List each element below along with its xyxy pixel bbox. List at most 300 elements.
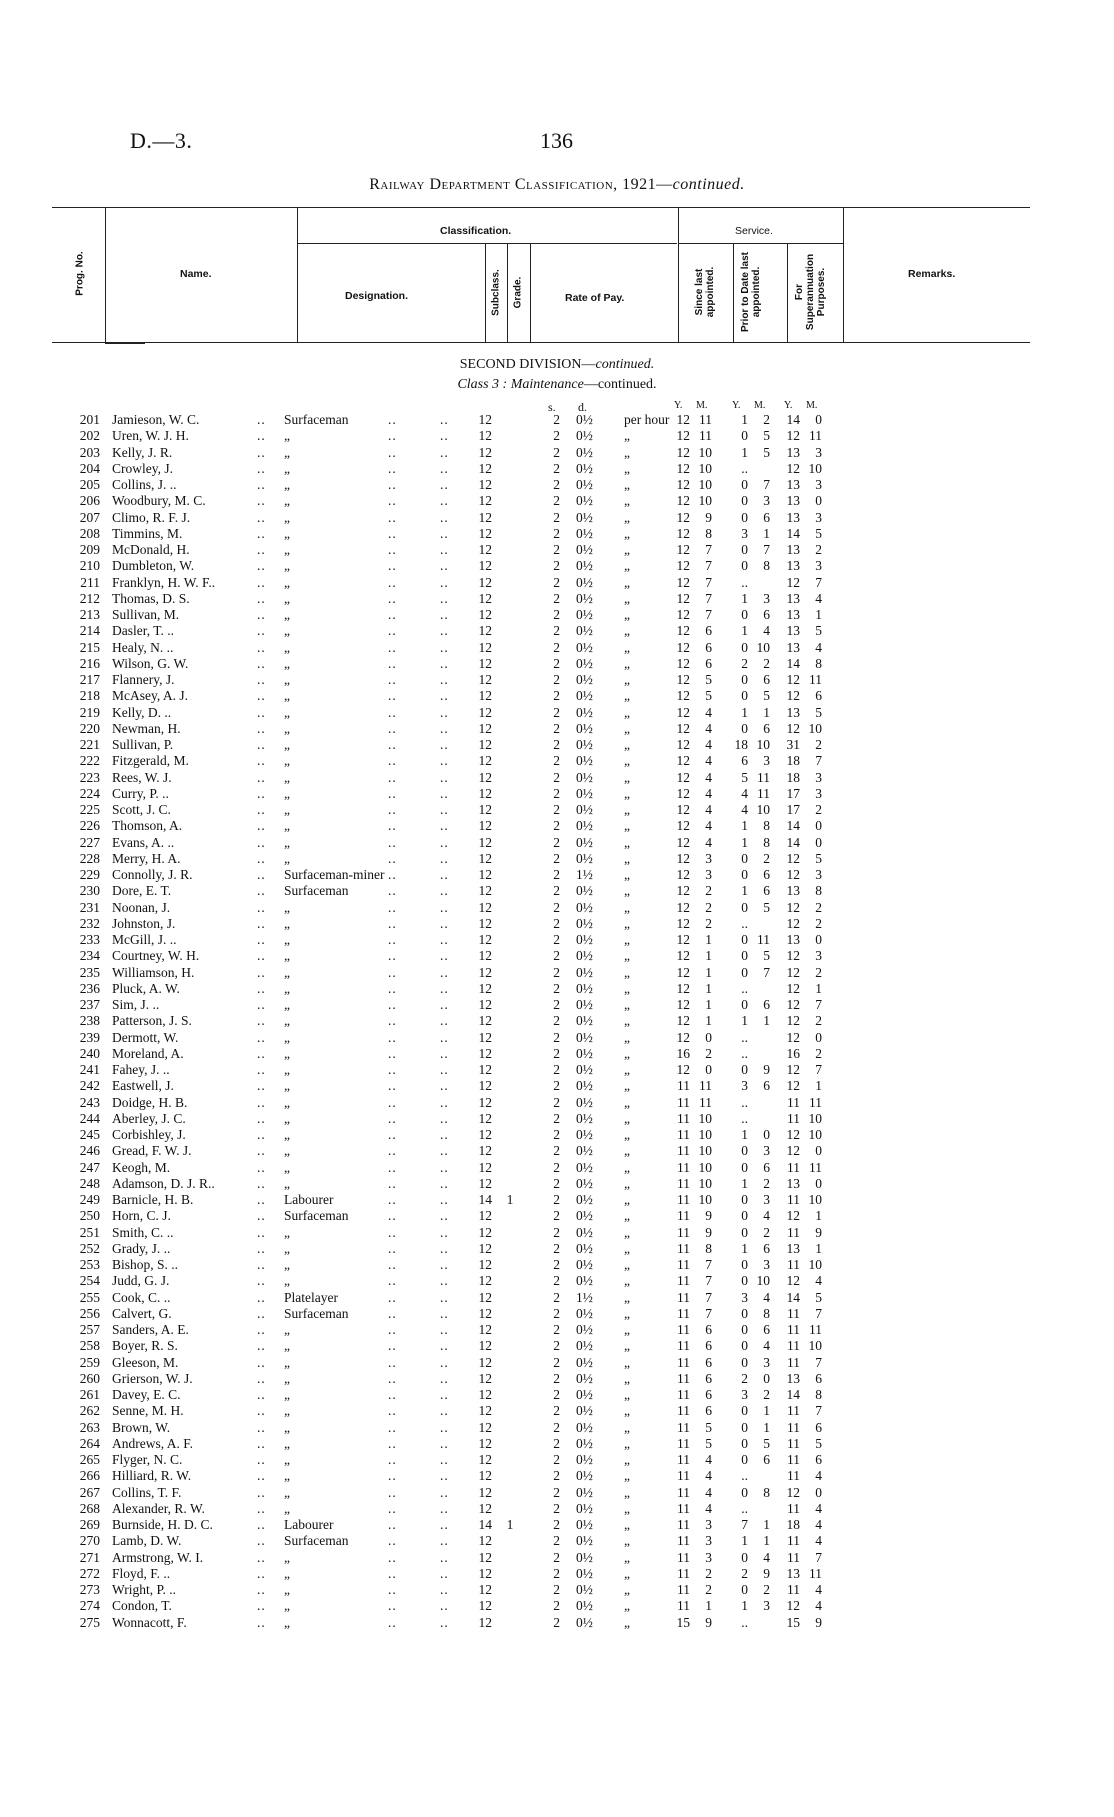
prior-months: 6 (763, 1452, 770, 1467)
pay-shillings: 2 (553, 477, 560, 492)
since-months: 0 (705, 1029, 712, 1045)
subclass: 12 (478, 899, 492, 915)
pay-shillings: 2 (553, 493, 560, 509)
leader-dots: .. (440, 1257, 449, 1272)
table-row (0, 558, 1114, 574)
leader-dots: .. (257, 1289, 266, 1305)
leader-dots: .. (257, 525, 266, 541)
prior-years: 2 (741, 655, 748, 671)
leader-dots: .. (440, 412, 449, 427)
staff-name: Healy, N. .. (112, 639, 174, 655)
pay-period: „ (624, 1533, 630, 1549)
leader-dots: .. (388, 558, 397, 574)
prior-years: 0 (741, 1224, 748, 1240)
prog-no: 252 (79, 1240, 100, 1256)
since-years: 11 (677, 1143, 690, 1159)
prior-months: 2 (763, 1387, 770, 1402)
staff-name: Lamb, D. W. (112, 1533, 182, 1549)
super-months: 0 (815, 1484, 822, 1500)
since-months: 6 (705, 1403, 712, 1419)
prior-months: 2 (763, 1224, 770, 1240)
subclass: 12 (478, 753, 492, 769)
leader-dots: .. (440, 1273, 449, 1289)
super-years: 12 (786, 964, 800, 980)
leader-dots: .. (388, 1257, 397, 1272)
subclass: 12 (478, 980, 492, 996)
leader-dots: .. (257, 915, 266, 931)
table-row (0, 1127, 1114, 1143)
prior-months: 3 (763, 1192, 770, 1207)
subclass: 12 (478, 883, 492, 899)
since-months: 4 (705, 769, 712, 785)
table-row (0, 1355, 1114, 1371)
designation: „ (284, 1419, 290, 1435)
leader-dots: .. (257, 704, 266, 720)
prior-years: 0 (741, 1273, 748, 1289)
leader-dots: .. (440, 1208, 449, 1224)
leader-dots: .. (440, 1387, 449, 1402)
super-years: 18 (786, 769, 800, 785)
prior-months: 6 (763, 1322, 770, 1337)
table-row (0, 1452, 1114, 1468)
pay-period: „ (624, 590, 630, 606)
pay-shillings: 2 (553, 834, 560, 850)
prog-no: 258 (79, 1338, 100, 1354)
leader-dots: .. (440, 1127, 449, 1142)
since-months: 10 (698, 1110, 712, 1126)
super-years: 11 (787, 1419, 800, 1435)
prior-months: 3 (763, 1257, 770, 1272)
table-row (0, 1533, 1114, 1549)
prog-no: 210 (79, 558, 100, 574)
super-months: 4 (815, 590, 822, 606)
since-months: 1 (705, 932, 712, 947)
table-row (0, 1550, 1114, 1566)
pay-pence: 0½ (576, 1110, 593, 1126)
unit-months-super: M. (806, 400, 818, 411)
table-row (0, 1013, 1114, 1029)
since-months: 4 (705, 1484, 712, 1500)
super-years: 13 (786, 590, 800, 606)
pay-period: „ (624, 1224, 630, 1240)
leader-dots: .. (388, 1419, 397, 1435)
subclass: 12 (478, 1273, 492, 1289)
pay-pence: 0½ (576, 1468, 593, 1484)
super-months: 3 (815, 444, 822, 460)
leader-dots: .. (440, 1159, 449, 1175)
leader-dots: .. (257, 1078, 266, 1094)
super-months: 5 (815, 525, 822, 541)
leader-dots: .. (257, 1387, 266, 1402)
leader-dots: .. (440, 460, 449, 476)
pay-shillings: 2 (553, 1273, 560, 1289)
staff-name: Climo, R. F. J. (112, 509, 191, 525)
designation: „ (284, 802, 290, 817)
pay-period: „ (624, 1549, 630, 1565)
subclass: 12 (478, 1289, 492, 1305)
subclass: 12 (478, 1110, 492, 1126)
pay-period: „ (624, 1435, 630, 1451)
leader-dots: .. (440, 1175, 449, 1191)
designation: „ (284, 1468, 290, 1484)
since-months: 3 (705, 1549, 712, 1565)
pay-shillings: 2 (553, 818, 560, 834)
super-months: 0 (815, 932, 822, 947)
prog-no: 257 (79, 1322, 100, 1337)
table-row (0, 965, 1114, 981)
subclass: 12 (478, 964, 492, 980)
super-months: 3 (815, 785, 822, 801)
since-months: 6 (705, 1370, 712, 1386)
pay-period: „ (624, 818, 630, 834)
table-row (0, 1420, 1114, 1436)
since-years: 12 (676, 785, 690, 801)
super-months: 2 (815, 915, 822, 931)
subclass: 12 (478, 493, 492, 509)
section-title (0, 357, 1114, 373)
prior-years: 0 (741, 688, 748, 704)
since-months: 7 (705, 1305, 712, 1321)
pay-period: „ (624, 802, 630, 817)
super-years: 13 (786, 1240, 800, 1256)
leader-dots: .. (388, 899, 397, 915)
table-row (0, 1403, 1114, 1419)
grade: 1 (506, 1517, 514, 1532)
leader-dots: .. (440, 590, 449, 606)
title-main: Railway Department Classification, 1921— (369, 176, 673, 193)
designation: „ (284, 623, 290, 639)
designation: „ (284, 964, 290, 980)
staff-name: Fitzgerald, M. (112, 753, 189, 769)
prog-no: 201 (79, 412, 100, 427)
pay-pence: 0½ (576, 1500, 593, 1516)
staff-name: Jamieson, W. C. (112, 412, 200, 427)
super-months: 10 (808, 1110, 822, 1126)
staff-name: Scott, J. C. (112, 802, 171, 817)
pay-period: „ (624, 1013, 630, 1029)
pay-pence: 0½ (576, 1078, 593, 1094)
super-months: 11 (809, 672, 822, 687)
leader-dots: .. (388, 444, 397, 460)
prog-no: 244 (79, 1110, 100, 1126)
leader-dots: .. (440, 1094, 449, 1110)
super-months: 7 (815, 1305, 822, 1321)
subclass: 12 (478, 525, 492, 541)
super-years: 11 (787, 1500, 800, 1516)
subclass: 12 (478, 1159, 492, 1175)
leader-dots: .. (440, 769, 449, 785)
divider (787, 243, 788, 342)
leader-dots: .. (388, 590, 397, 606)
prior-months: 8 (763, 1484, 770, 1500)
super-years: 12 (786, 460, 800, 476)
prior-years: 0 (741, 899, 748, 915)
since-years: 12 (676, 818, 690, 834)
prior-months: 3 (763, 1143, 770, 1159)
staff-name: Keogh, M. (112, 1159, 171, 1175)
designation: „ (284, 948, 290, 964)
staff-name: Cook, C. .. (112, 1289, 171, 1305)
leader-dots: .. (257, 1257, 266, 1272)
since-years: 11 (677, 1598, 690, 1614)
leader-dots: .. (388, 525, 397, 541)
prog-no: 265 (79, 1452, 100, 1467)
since-years: 11 (677, 1500, 690, 1516)
super-months: 10 (808, 1338, 822, 1354)
since-months: 1 (705, 997, 712, 1012)
pay-pence: 0½ (576, 753, 593, 769)
pay-shillings: 2 (553, 460, 560, 476)
pay-pence: 0½ (576, 607, 593, 622)
since-years: 11 (677, 1127, 690, 1142)
prog-no: 227 (79, 834, 100, 850)
pay-shillings: 2 (553, 1500, 560, 1516)
pay-shillings: 2 (553, 915, 560, 931)
pay-shillings: 2 (553, 688, 560, 704)
since-months: 6 (705, 1387, 712, 1402)
header-rate-of-pay: Rate of Pay. (565, 292, 625, 304)
prior-months: 6 (763, 867, 770, 882)
pay-period: „ (624, 688, 630, 704)
super-months: 2 (815, 1045, 822, 1061)
pay-shillings: 2 (553, 737, 560, 752)
designation: „ (284, 1354, 290, 1370)
leader-dots: .. (388, 1143, 397, 1159)
prior-years: 0 (741, 1338, 748, 1354)
table-row (0, 1095, 1114, 1111)
subclass: 12 (478, 704, 492, 720)
since-months: 10 (698, 444, 712, 460)
prior-months: 6 (763, 1078, 770, 1094)
pay-pence: 0½ (576, 1257, 593, 1272)
staff-name: Collins, J. .. (112, 477, 177, 492)
leader-dots: .. (440, 1354, 449, 1370)
pay-pence: 0½ (576, 1517, 593, 1532)
pay-shillings: 2 (553, 964, 560, 980)
staff-name: Connolly, J. R. (112, 867, 193, 882)
leader-dots: .. (257, 720, 266, 736)
designation: „ (284, 1370, 290, 1386)
since-years: 12 (676, 915, 690, 931)
pay-pence: 0½ (576, 802, 593, 817)
leader-dots: .. (257, 639, 266, 655)
designation: „ (284, 558, 290, 574)
since-years: 16 (676, 1045, 690, 1061)
leader-dots: .. (257, 493, 266, 509)
prior-months: 3 (763, 1598, 770, 1614)
leader-dots: .. (440, 867, 449, 882)
leader-dots: .. (388, 542, 397, 557)
since-years: 12 (676, 525, 690, 541)
staff-name: Kelly, J. R. (112, 444, 173, 460)
leader-dots: .. (257, 1224, 266, 1240)
since-years: 11 (677, 1549, 690, 1565)
staff-name: Williamson, H. (112, 964, 195, 980)
leader-dots: .. (388, 1110, 397, 1126)
leader-dots: .. (257, 769, 266, 785)
prog-no: 214 (79, 623, 100, 639)
super-years: 11 (787, 1257, 800, 1272)
pay-shillings: 2 (553, 1289, 560, 1305)
pay-pence: 0½ (576, 1484, 593, 1500)
pay-pence: 0½ (576, 1549, 593, 1565)
pay-pence: 0½ (576, 850, 593, 866)
prog-no: 209 (79, 542, 100, 557)
super-years: 14 (786, 412, 800, 427)
pay-shillings: 2 (553, 525, 560, 541)
header-subclass: Subclass. (490, 269, 502, 316)
designation: „ (284, 1435, 290, 1451)
header-top-rule (52, 207, 1030, 208)
leader-dots: .. (388, 1452, 397, 1467)
prog-no: 236 (79, 980, 100, 996)
since-years: 11 (677, 1192, 690, 1207)
leader-dots: .. (388, 1192, 397, 1207)
since-years: 12 (676, 1013, 690, 1029)
table-row (0, 835, 1114, 851)
super-months: 4 (815, 1598, 822, 1614)
leader-dots: .. (388, 769, 397, 785)
designation: „ (284, 753, 290, 769)
prior-years: .. (741, 460, 748, 476)
prior-months: 9 (763, 1565, 770, 1581)
leader-dots: .. (440, 1435, 449, 1451)
unit-months-since: M. (696, 400, 708, 411)
prior-months: 1 (763, 704, 770, 720)
prog-no: 263 (79, 1419, 100, 1435)
since-months: 10 (698, 1143, 712, 1159)
leader-dots: .. (388, 1565, 397, 1581)
prog-no: 202 (79, 428, 100, 444)
since-years: 11 (677, 1078, 690, 1094)
leader-dots: .. (388, 997, 397, 1012)
leader-dots: .. (257, 672, 266, 687)
pay-shillings: 2 (553, 444, 560, 460)
leader-dots: .. (388, 1549, 397, 1565)
designation: „ (284, 1013, 290, 1029)
prior-months: 0 (763, 1370, 770, 1386)
prog-no: 215 (79, 639, 100, 655)
prog-no: 238 (79, 1013, 100, 1029)
since-years: 12 (676, 1029, 690, 1045)
since-years: 12 (676, 574, 690, 590)
prior-months: 6 (763, 1240, 770, 1256)
prog-no: 248 (79, 1175, 100, 1191)
pay-period: „ (624, 769, 630, 785)
pay-shillings: 2 (553, 1078, 560, 1094)
since-months: 2 (705, 899, 712, 915)
table-row (0, 493, 1114, 509)
leader-dots: .. (388, 1403, 397, 1419)
subclass: 12 (478, 802, 492, 817)
leader-dots: .. (388, 1435, 397, 1451)
pay-period: „ (624, 1614, 630, 1630)
prog-no: 237 (79, 997, 100, 1012)
leader-dots: .. (388, 818, 397, 834)
leader-dots: .. (388, 1029, 397, 1045)
prog-no: 254 (79, 1273, 100, 1289)
subclass: 12 (478, 867, 492, 882)
pay-pence: 0½ (576, 1094, 593, 1110)
staff-name: Wilson, G. W. (112, 655, 189, 671)
subclass: 12 (478, 688, 492, 704)
divider (678, 207, 679, 342)
pay-pence: 0½ (576, 720, 593, 736)
prog-no: 249 (79, 1192, 100, 1207)
since-months: 6 (705, 1322, 712, 1337)
table-row (0, 1615, 1114, 1631)
prog-no: 216 (79, 655, 100, 671)
prior-months: 8 (763, 558, 770, 574)
pay-pence: 0½ (576, 1175, 593, 1191)
pay-pence: 0½ (576, 1354, 593, 1370)
super-years: 11 (787, 1338, 800, 1354)
pay-pence: 0½ (576, 915, 593, 931)
super-months: 2 (815, 542, 822, 557)
page-number: 136 (540, 128, 573, 153)
super-years: 18 (786, 1517, 800, 1532)
since-months: 10 (698, 460, 712, 476)
prog-no: 243 (79, 1094, 100, 1110)
designation: Surfaceman (284, 1305, 349, 1321)
leader-dots: .. (388, 655, 397, 671)
super-months: 8 (815, 883, 822, 899)
subclass: 12 (478, 1143, 492, 1159)
pay-pence: 0½ (576, 1533, 593, 1549)
pay-shillings: 2 (553, 542, 560, 557)
prior-years: 1 (741, 1013, 748, 1029)
leader-dots: .. (257, 1273, 266, 1289)
leader-dots: .. (388, 704, 397, 720)
prior-months: 1 (763, 525, 770, 541)
leader-dots: .. (440, 1614, 449, 1630)
super-years: 12 (786, 574, 800, 590)
prog-no: 230 (79, 883, 100, 899)
designation: „ (284, 1598, 290, 1614)
pay-pence: 0½ (576, 1159, 593, 1175)
staff-name: Dasler, T. .. (112, 623, 174, 639)
since-years: 11 (677, 1094, 690, 1110)
table-row (0, 1192, 1114, 1208)
since-months: 2 (705, 1565, 712, 1581)
pay-shillings: 2 (553, 1224, 560, 1240)
super-months: 6 (815, 1419, 822, 1435)
table-row (0, 428, 1114, 444)
super-months: 4 (815, 1500, 822, 1516)
pay-period: „ (624, 1208, 630, 1224)
leader-dots: .. (257, 574, 266, 590)
pay-shillings: 2 (553, 867, 560, 882)
prior-months: 6 (763, 509, 770, 525)
prior-months: 6 (763, 720, 770, 736)
designation: „ (284, 980, 290, 996)
subclass: 12 (478, 1224, 492, 1240)
pay-shillings: 2 (553, 1452, 560, 1467)
staff-name: Eastwell, J. (112, 1078, 174, 1094)
designation: „ (284, 525, 290, 541)
prior-months: 1 (763, 1403, 770, 1419)
since-months: 4 (705, 1452, 712, 1467)
subclass: 12 (478, 1500, 492, 1516)
designation: „ (284, 769, 290, 785)
super-months: 0 (815, 1029, 822, 1045)
prior-years: 0 (741, 558, 748, 574)
pay-pence: 0½ (576, 1403, 593, 1419)
class-suffix: —continued. (583, 377, 657, 392)
super-years: 12 (786, 688, 800, 704)
super-months: 4 (815, 639, 822, 655)
super-months: 11 (809, 1322, 822, 1337)
